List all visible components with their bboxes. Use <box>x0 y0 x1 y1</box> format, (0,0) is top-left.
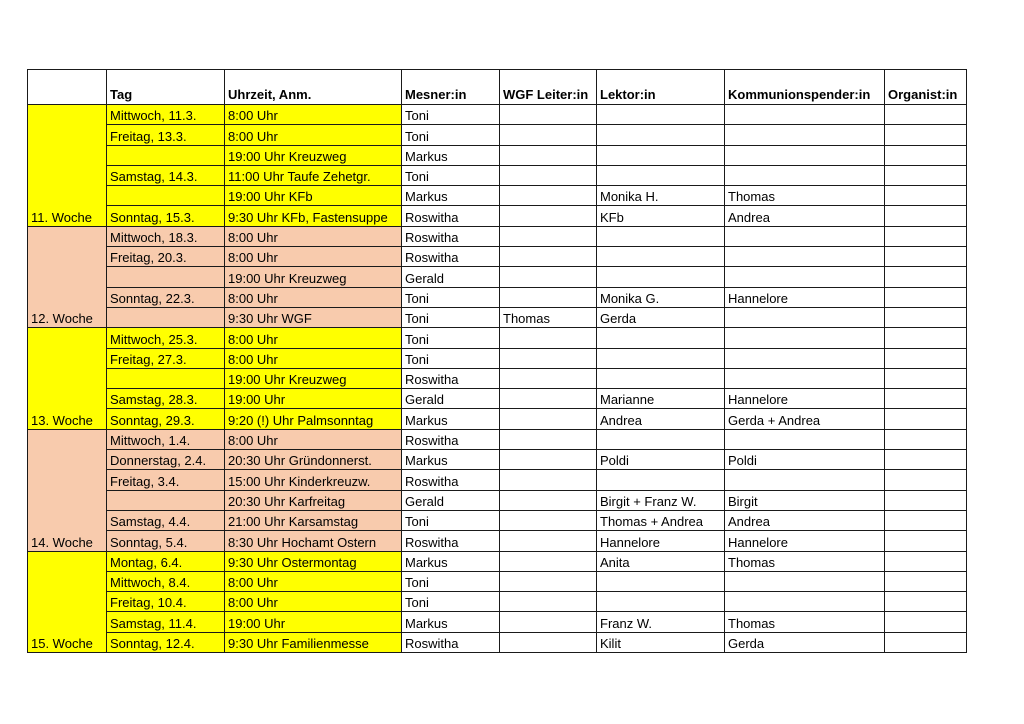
wgf-leiter-cell <box>500 125 597 145</box>
organist-cell <box>885 510 967 530</box>
table-row <box>28 247 967 267</box>
week-label-cell <box>28 429 107 551</box>
week-label-cell <box>28 328 107 429</box>
lektor-cell <box>597 125 725 145</box>
time-cell: 8:00 Uhr <box>225 348 402 368</box>
mesner-cell: Toni <box>402 348 500 368</box>
wgf-leiter-cell <box>500 328 597 348</box>
mesner-cell: Toni <box>402 105 500 125</box>
week-label-cell <box>28 226 107 327</box>
organist-cell <box>885 592 967 612</box>
lektor-cell: Kilit <box>597 632 725 652</box>
mesner-cell: Gerald <box>402 490 500 510</box>
lektor-cell <box>597 348 725 368</box>
mesner-cell: Roswitha <box>402 429 500 449</box>
mesner-cell: Gerald <box>402 267 500 287</box>
day-cell: Mittwoch, 11.3. <box>107 105 225 125</box>
time-cell: 8:00 Uhr <box>225 125 402 145</box>
table-row <box>28 632 967 652</box>
wgf-leiter-cell <box>500 226 597 246</box>
lektor-cell: Monika H. <box>597 186 725 206</box>
mesner-cell: Markus <box>402 409 500 429</box>
table-row <box>28 287 967 307</box>
wgf-leiter-cell <box>500 206 597 226</box>
lektor-cell: Hannelore <box>597 531 725 551</box>
table-row <box>28 551 967 571</box>
time-cell: 8:00 Uhr <box>225 592 402 612</box>
kommunionspender-cell <box>725 145 885 165</box>
day-cell: Sonntag, 5.4. <box>107 531 225 551</box>
day-cell: Freitag, 27.3. <box>107 348 225 368</box>
day-cell: Samstag, 14.3. <box>107 165 225 185</box>
mesner-cell: Gerald <box>402 389 500 409</box>
schedule-table <box>27 69 967 653</box>
wgf-leiter-cell <box>500 287 597 307</box>
organist-cell <box>885 206 967 226</box>
time-cell: 19:00 Uhr KFb <box>225 186 402 206</box>
mesner-cell: Roswitha <box>402 368 500 388</box>
table-row <box>28 531 967 551</box>
day-cell: Samstag, 11.4. <box>107 612 225 632</box>
organist-cell <box>885 226 967 246</box>
time-cell: 19:00 Uhr Kreuzweg <box>225 145 402 165</box>
kommunionspender-cell: Gerda + Andrea <box>725 409 885 429</box>
wgf-leiter-cell <box>500 165 597 185</box>
kommunionspender-cell: Andrea <box>725 206 885 226</box>
time-cell: 15:00 Uhr Kinderkreuzw. <box>225 470 402 490</box>
time-cell: 19:00 Uhr Kreuzweg <box>225 368 402 388</box>
time-cell: 8:00 Uhr <box>225 429 402 449</box>
table-row <box>28 165 967 185</box>
table-row <box>28 450 967 470</box>
day-cell: Freitag, 20.3. <box>107 247 225 267</box>
time-cell: 8:00 Uhr <box>225 247 402 267</box>
time-cell: 8:00 Uhr <box>225 571 402 591</box>
wgf-leiter-cell <box>500 186 597 206</box>
organist-cell <box>885 145 967 165</box>
header-uhrzeit: Uhrzeit, Anm. <box>225 70 402 105</box>
header-lektor: Lektor:in <box>597 70 725 105</box>
time-cell: 9:30 Uhr KFb, Fastensuppe <box>225 206 402 226</box>
organist-cell <box>885 307 967 327</box>
mesner-cell: Markus <box>402 450 500 470</box>
wgf-leiter-cell <box>500 389 597 409</box>
day-cell: Freitag, 3.4. <box>107 470 225 490</box>
kommunionspender-cell <box>725 348 885 368</box>
table-row <box>28 592 967 612</box>
week-label: 11. Woche <box>31 209 92 225</box>
table-row <box>28 368 967 388</box>
lektor-cell: KFb <box>597 206 725 226</box>
table-row <box>28 612 967 632</box>
wgf-leiter-cell <box>500 571 597 591</box>
week-label: 13. Woche <box>31 412 93 428</box>
day-cell: Freitag, 13.3. <box>107 125 225 145</box>
kommunionspender-cell: Hannelore <box>725 287 885 307</box>
lektor-cell: Birgit + Franz W. <box>597 490 725 510</box>
kommunionspender-cell: Hannelore <box>725 531 885 551</box>
mesner-cell: Roswitha <box>402 226 500 246</box>
wgf-leiter-cell <box>500 368 597 388</box>
lektor-cell <box>597 226 725 246</box>
kommunionspender-cell: Andrea <box>725 510 885 530</box>
header-kommunionspender: Kommunionspender:in <box>725 70 885 105</box>
lektor-cell <box>597 328 725 348</box>
table-row <box>28 470 967 490</box>
day-cell: Sonntag, 12.4. <box>107 632 225 652</box>
lektor-cell <box>597 470 725 490</box>
organist-cell <box>885 125 967 145</box>
day-cell <box>107 307 225 327</box>
time-cell: 8:00 Uhr <box>225 105 402 125</box>
table-row <box>28 348 967 368</box>
day-cell: Mittwoch, 8.4. <box>107 571 225 591</box>
time-cell: 19:00 Uhr <box>225 389 402 409</box>
kommunionspender-cell <box>725 165 885 185</box>
organist-cell <box>885 531 967 551</box>
week-label: 15. Woche <box>31 636 93 652</box>
day-cell: Samstag, 4.4. <box>107 510 225 530</box>
day-cell: Montag, 6.4. <box>107 551 225 571</box>
wgf-leiter-cell <box>500 632 597 652</box>
organist-cell <box>885 267 967 287</box>
organist-cell <box>885 450 967 470</box>
wgf-leiter-cell <box>500 247 597 267</box>
kommunionspender-cell: Thomas <box>725 186 885 206</box>
wgf-leiter-cell <box>500 531 597 551</box>
mesner-cell: Markus <box>402 551 500 571</box>
organist-cell <box>885 389 967 409</box>
organist-cell <box>885 409 967 429</box>
table-row <box>28 226 967 246</box>
time-cell: 8:00 Uhr <box>225 287 402 307</box>
organist-cell <box>885 612 967 632</box>
kommunionspender-cell <box>725 368 885 388</box>
week-label-cell <box>28 551 107 652</box>
wgf-leiter-cell <box>500 510 597 530</box>
kommunionspender-cell: Thomas <box>725 551 885 571</box>
kommunionspender-cell <box>725 571 885 591</box>
mesner-cell: Roswitha <box>402 206 500 226</box>
mesner-cell: Roswitha <box>402 470 500 490</box>
mesner-cell: Roswitha <box>402 531 500 551</box>
header-wgf-leiter: WGF Leiter:in <box>500 70 597 105</box>
time-cell: 8:00 Uhr <box>225 226 402 246</box>
lektor-cell <box>597 105 725 125</box>
table-row <box>28 429 967 449</box>
day-cell: Samstag, 28.3. <box>107 389 225 409</box>
organist-cell <box>885 571 967 591</box>
lektor-cell: Anita <box>597 551 725 571</box>
time-cell: 21:00 Uhr Karsamstag <box>225 510 402 530</box>
wgf-leiter-cell <box>500 409 597 429</box>
mesner-cell: Toni <box>402 165 500 185</box>
table-row <box>28 328 967 348</box>
table-row <box>28 490 967 510</box>
lektor-cell <box>597 247 725 267</box>
mesner-cell: Toni <box>402 328 500 348</box>
schedule-body <box>28 105 967 653</box>
kommunionspender-cell <box>725 125 885 145</box>
table-row <box>28 125 967 145</box>
organist-cell <box>885 165 967 185</box>
day-cell <box>107 267 225 287</box>
time-cell: 9:30 Uhr Familienmesse <box>225 632 402 652</box>
kommunionspender-cell <box>725 267 885 287</box>
table-row <box>28 206 967 226</box>
kommunionspender-cell: Poldi <box>725 450 885 470</box>
lektor-cell <box>597 571 725 591</box>
organist-cell <box>885 429 967 449</box>
wgf-leiter-cell <box>500 145 597 165</box>
wgf-leiter-cell <box>500 612 597 632</box>
header-tag: Tag <box>107 70 225 105</box>
day-cell <box>107 368 225 388</box>
table-row <box>28 145 967 165</box>
time-cell: 19:00 Uhr <box>225 612 402 632</box>
lektor-cell: Monika G. <box>597 287 725 307</box>
wgf-leiter-cell <box>500 592 597 612</box>
day-cell: Sonntag, 29.3. <box>107 409 225 429</box>
kommunionspender-cell <box>725 429 885 449</box>
time-cell: 19:00 Uhr Kreuzweg <box>225 267 402 287</box>
mesner-cell: Toni <box>402 307 500 327</box>
mesner-cell: Toni <box>402 571 500 591</box>
kommunionspender-cell: Birgit <box>725 490 885 510</box>
kommunionspender-cell <box>725 470 885 490</box>
kommunionspender-cell <box>725 592 885 612</box>
lektor-cell: Marianne <box>597 389 725 409</box>
mesner-cell: Roswitha <box>402 247 500 267</box>
week-label: 12. Woche <box>31 311 93 327</box>
week-label-cell <box>28 105 107 227</box>
organist-cell <box>885 328 967 348</box>
mesner-cell: Toni <box>402 592 500 612</box>
mesner-cell: Toni <box>402 510 500 530</box>
wgf-leiter-cell <box>500 429 597 449</box>
mesner-cell: Markus <box>402 145 500 165</box>
wgf-leiter-cell <box>500 450 597 470</box>
header-mesner: Mesner:in <box>402 70 500 105</box>
lektor-cell: Poldi <box>597 450 725 470</box>
time-cell: 9:20 (!) Uhr Palmsonntag <box>225 409 402 429</box>
lektor-cell <box>597 145 725 165</box>
day-cell: Donnerstag, 2.4. <box>107 450 225 470</box>
mesner-cell: Toni <box>402 125 500 145</box>
table-row <box>28 409 967 429</box>
wgf-leiter-cell <box>500 105 597 125</box>
organist-cell <box>885 105 967 125</box>
mesner-cell: Toni <box>402 287 500 307</box>
kommunionspender-cell: Gerda <box>725 632 885 652</box>
lektor-cell: Gerda <box>597 307 725 327</box>
day-cell <box>107 490 225 510</box>
header-row <box>28 70 967 105</box>
table-row <box>28 105 967 125</box>
organist-cell <box>885 368 967 388</box>
header-week <box>28 70 107 105</box>
kommunionspender-cell: Thomas <box>725 612 885 632</box>
lektor-cell: Andrea <box>597 409 725 429</box>
wgf-leiter-cell <box>500 470 597 490</box>
organist-cell <box>885 470 967 490</box>
kommunionspender-cell <box>725 328 885 348</box>
kommunionspender-cell <box>725 226 885 246</box>
time-cell: 11:00 Uhr Taufe Zehetgr. <box>225 165 402 185</box>
day-cell <box>107 186 225 206</box>
lektor-cell: Thomas + Andrea <box>597 510 725 530</box>
time-cell: 8:00 Uhr <box>225 328 402 348</box>
table-row <box>28 307 967 327</box>
kommunionspender-cell <box>725 105 885 125</box>
mesner-cell: Markus <box>402 186 500 206</box>
table-row <box>28 267 967 287</box>
lektor-cell <box>597 267 725 287</box>
time-cell: 9:30 Uhr Ostermontag <box>225 551 402 571</box>
mesner-cell: Roswitha <box>402 632 500 652</box>
day-cell <box>107 145 225 165</box>
time-cell: 9:30 Uhr WGF <box>225 307 402 327</box>
week-label: 14. Woche <box>31 534 93 550</box>
organist-cell <box>885 551 967 571</box>
table-row <box>28 571 967 591</box>
wgf-leiter-cell <box>500 551 597 571</box>
lektor-cell <box>597 368 725 388</box>
wgf-leiter-cell <box>500 490 597 510</box>
day-cell: Sonntag, 22.3. <box>107 287 225 307</box>
organist-cell <box>885 287 967 307</box>
kommunionspender-cell: Hannelore <box>725 389 885 409</box>
header-organist: Organist:in <box>885 70 967 105</box>
organist-cell <box>885 348 967 368</box>
time-cell: 20:30 Uhr Gründonnerst. <box>225 450 402 470</box>
lektor-cell: Franz W. <box>597 612 725 632</box>
kommunionspender-cell <box>725 247 885 267</box>
day-cell: Mittwoch, 1.4. <box>107 429 225 449</box>
mesner-cell: Markus <box>402 612 500 632</box>
time-cell: 20:30 Uhr Karfreitag <box>225 490 402 510</box>
table-row <box>28 186 967 206</box>
organist-cell <box>885 632 967 652</box>
kommunionspender-cell <box>725 307 885 327</box>
day-cell: Sonntag, 15.3. <box>107 206 225 226</box>
table-row <box>28 389 967 409</box>
lektor-cell <box>597 592 725 612</box>
day-cell: Mittwoch, 25.3. <box>107 328 225 348</box>
organist-cell <box>885 490 967 510</box>
lektor-cell <box>597 429 725 449</box>
organist-cell <box>885 186 967 206</box>
wgf-leiter-cell <box>500 348 597 368</box>
lektor-cell <box>597 165 725 185</box>
wgf-leiter-cell: Thomas <box>500 307 597 327</box>
day-cell: Mittwoch, 18.3. <box>107 226 225 246</box>
table-row <box>28 510 967 530</box>
wgf-leiter-cell <box>500 267 597 287</box>
organist-cell <box>885 247 967 267</box>
day-cell: Freitag, 10.4. <box>107 592 225 612</box>
time-cell: 8:30 Uhr Hochamt Ostern <box>225 531 402 551</box>
